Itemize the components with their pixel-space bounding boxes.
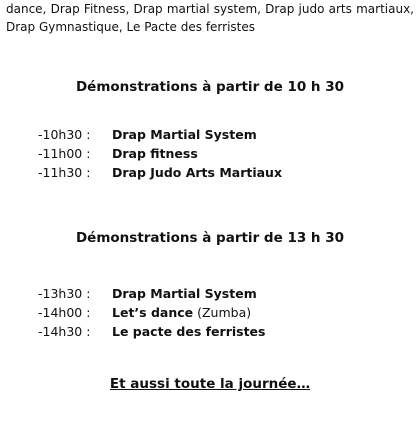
schedule-activity: Drap Martial System	[112, 286, 257, 301]
schedule-time: -14h30 :	[38, 324, 91, 339]
schedule-activity: Le pacte des ferristes	[112, 324, 266, 339]
schedule-row	[38, 125, 418, 144]
schedule-time: -11h30 :	[38, 165, 91, 180]
schedule-afternoon	[38, 284, 418, 341]
schedule-row	[38, 144, 418, 163]
schedule-row	[38, 284, 418, 303]
schedule-time: -14h00 :	[38, 305, 91, 320]
schedule-activity: Let’s dance	[112, 305, 194, 320]
schedule-activity: Drap fitness	[112, 146, 198, 161]
schedule-activity: Drap Martial System	[112, 127, 257, 142]
intro-paragraph: dance, Drap Fitness, Drap martial system, Drap judo arts martiaux, Drap Gymnastique, Le Pacte des ferristes	[6, 2, 414, 34]
schedule-time: -10h30 :	[38, 127, 91, 142]
schedule-row	[38, 303, 418, 322]
schedule-activity: Drap Judo Arts Martiaux	[112, 165, 283, 180]
section-title-afternoon: Démonstrations à partir de 13 h 30	[75, 230, 345, 246]
section-title-morning: Démonstrations à partir de 10 h 30	[75, 79, 345, 95]
schedule-time: -13h30 :	[38, 286, 91, 301]
schedule-time: -11h00 :	[38, 146, 91, 161]
schedule-morning	[38, 125, 418, 182]
schedule-row	[38, 322, 418, 341]
footer-text: Et aussi toute la journée…	[109, 376, 311, 392]
schedule-note: (Zumba)	[193, 305, 252, 320]
schedule-row	[38, 163, 418, 182]
